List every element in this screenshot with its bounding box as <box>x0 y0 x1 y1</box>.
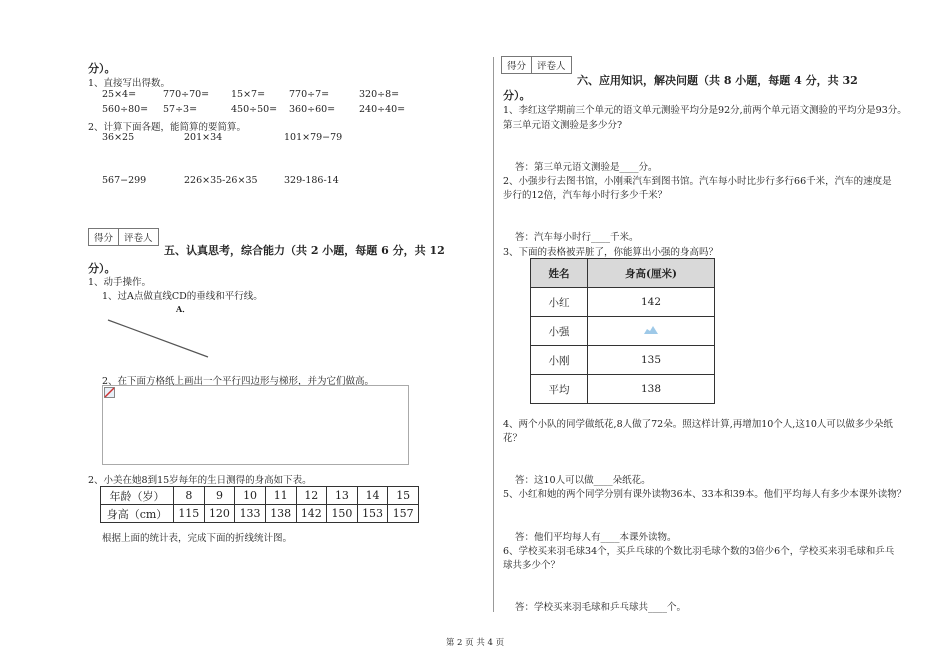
r-q1-answer: 答：第三单元语文测验是____分。 <box>515 162 658 173</box>
row-value: 142 <box>588 288 715 317</box>
height-table <box>100 486 419 523</box>
height-header: 身高（cm） <box>101 505 174 523</box>
name-height-table <box>530 258 715 404</box>
calc-item: 360÷60= <box>289 104 336 115</box>
height-cell: 150 <box>327 505 358 523</box>
table-row <box>531 375 715 404</box>
row-value: 135 <box>588 346 715 375</box>
point-a-label: A． <box>176 304 191 314</box>
height-row <box>101 505 419 523</box>
grader-label: 评卷人 <box>532 57 572 74</box>
header-name: 姓名 <box>531 259 588 288</box>
calc-item: 15×7= <box>231 89 266 100</box>
r-q3-line1: 3、下面的表格被弄脏了，你能算出小强的身高吗？ <box>503 247 719 258</box>
r-q6-line2: 球共多少个？ <box>503 560 561 571</box>
grid-thumbnail-icon <box>104 387 115 398</box>
calc-item: 201×34 <box>184 132 223 143</box>
s5-q2-note: 根据上面的统计表，完成下面的折线统计图。 <box>102 533 293 544</box>
section6-fen: 分）。 <box>503 89 531 102</box>
q1-title: 1、直接写出得数。 <box>88 78 171 89</box>
left-top-fen: 分）。 <box>88 62 116 75</box>
r-q5-line1: 5、小红和她的两个同学分别有课外读物36本、33本和39本。他们平均每人有多少本课外读物？ <box>503 489 907 500</box>
calc-item: 240÷40= <box>359 104 406 115</box>
height-cell: 153 <box>357 505 388 523</box>
height-cell: 133 <box>235 505 266 523</box>
age-cell: 8 <box>174 487 205 505</box>
calc-item: 101×79−79 <box>284 132 343 143</box>
r-q5-answer: 答：他们平均每人有____本课外读物。 <box>515 532 677 543</box>
row-name: 小强 <box>531 317 588 346</box>
line-cd <box>100 312 215 362</box>
row-name: 小刚 <box>531 346 588 375</box>
calc-item: 25×4= <box>102 89 137 100</box>
r-q2-answer: 答：汽车每小时行____千米。 <box>515 232 639 243</box>
r-q4-line1: 4、两个小队的同学做纸花,8人做了72朵。照这样计算,再增加10个人,这10人可以做多少朵纸 <box>503 419 893 430</box>
age-row <box>101 487 419 505</box>
calc-item: 329-186-14 <box>284 175 339 186</box>
q2-title: 2、计算下面各题，能简算的要简算。 <box>88 122 247 133</box>
r-q1-line2: 第三单元语文测验是多少分? <box>503 120 623 131</box>
section6-title: 六、应用知识，解决问题（共 8 小题，每题 4 分，共 32 <box>577 74 858 87</box>
score-label: 得分 <box>89 229 119 246</box>
row-name: 小红 <box>531 288 588 317</box>
calc-item: 770÷70= <box>163 89 210 100</box>
score-box-right <box>501 56 572 74</box>
r-q4-line2: 花？ <box>503 433 523 444</box>
smudge-icon <box>643 325 659 335</box>
s5-q1-2: 2、在下面方格纸上画出一个平行四边形与梯形，并为它们做高。 <box>102 376 375 387</box>
r-q6-line1: 6、学校买来羽毛球34个，买乒乓球的个数比羽毛球个数的3倍少6个，学校买来羽毛球和乒乓 <box>503 546 895 557</box>
score-box-left <box>88 228 159 246</box>
column-divider <box>493 57 494 612</box>
row-name: 平均 <box>531 375 588 404</box>
height-cell: 115 <box>174 505 205 523</box>
s5-q1-1: 1、过A点做直线CD的垂线和平行线。 <box>102 291 263 302</box>
section5-title: 五、认真思考，综合能力（共 2 小题，每题 6 分，共 12 <box>164 244 445 257</box>
calc-item: 450÷50= <box>231 104 278 115</box>
s5-q2: 2、小美在她8到15岁每年的生日测得的身高如下表。 <box>88 475 312 486</box>
section5-fen: 分）。 <box>88 262 116 275</box>
age-cell: 13 <box>327 487 358 505</box>
height-cell: 138 <box>265 505 296 523</box>
r-q2-line2: 步行的12倍，汽车每小时行多少千米？ <box>503 190 668 201</box>
r-q1-line1: 1、李红这学期前三个单元的语文单元测验平均分是92分,前两个单元语文测验的平均分是93分。 <box>503 105 907 116</box>
calc-item: 770÷7= <box>289 89 330 100</box>
calc-item: 36×25 <box>102 132 135 143</box>
page-footer: 第 2 页 共 4 页 <box>445 638 505 648</box>
r-q6-answer: 答：学校买来羽毛球和乒乓球共____个。 <box>515 602 687 613</box>
age-cell: 12 <box>296 487 327 505</box>
age-cell: 9 <box>204 487 235 505</box>
grid-paper <box>102 385 409 465</box>
table-row <box>531 346 715 375</box>
table-row <box>531 288 715 317</box>
age-cell: 14 <box>357 487 388 505</box>
r-q4-answer: 答：这10人可以做____朵纸花。 <box>515 475 651 486</box>
age-cell: 15 <box>388 487 419 505</box>
age-cell: 11 <box>265 487 296 505</box>
header-height: 身高(厘米) <box>588 259 715 288</box>
s5-q1: 1、动手操作。 <box>88 277 152 288</box>
calc-item: 226×35-26×35 <box>184 175 258 186</box>
score-label: 得分 <box>502 57 532 74</box>
age-header: 年龄（岁） <box>101 487 174 505</box>
height-cell: 142 <box>296 505 327 523</box>
age-cell: 10 <box>235 487 266 505</box>
r-q2-line1: 2、小强步行去图书馆，小刚乘汽车到图书馆。汽车每小时比步行多行66千米，汽车的速度是 <box>503 176 892 187</box>
height-cell: 120 <box>204 505 235 523</box>
calc-item: 560÷80= <box>102 104 149 115</box>
calc-item: 567−299 <box>102 175 147 186</box>
table-row <box>531 317 715 346</box>
row-value: 138 <box>588 375 715 404</box>
table-header-row <box>531 259 715 288</box>
calc-item: 57÷3= <box>163 104 198 115</box>
smudge-cell <box>588 317 715 346</box>
grader-label: 评卷人 <box>119 229 159 246</box>
calc-item: 320÷8= <box>359 89 400 100</box>
height-cell: 157 <box>388 505 419 523</box>
